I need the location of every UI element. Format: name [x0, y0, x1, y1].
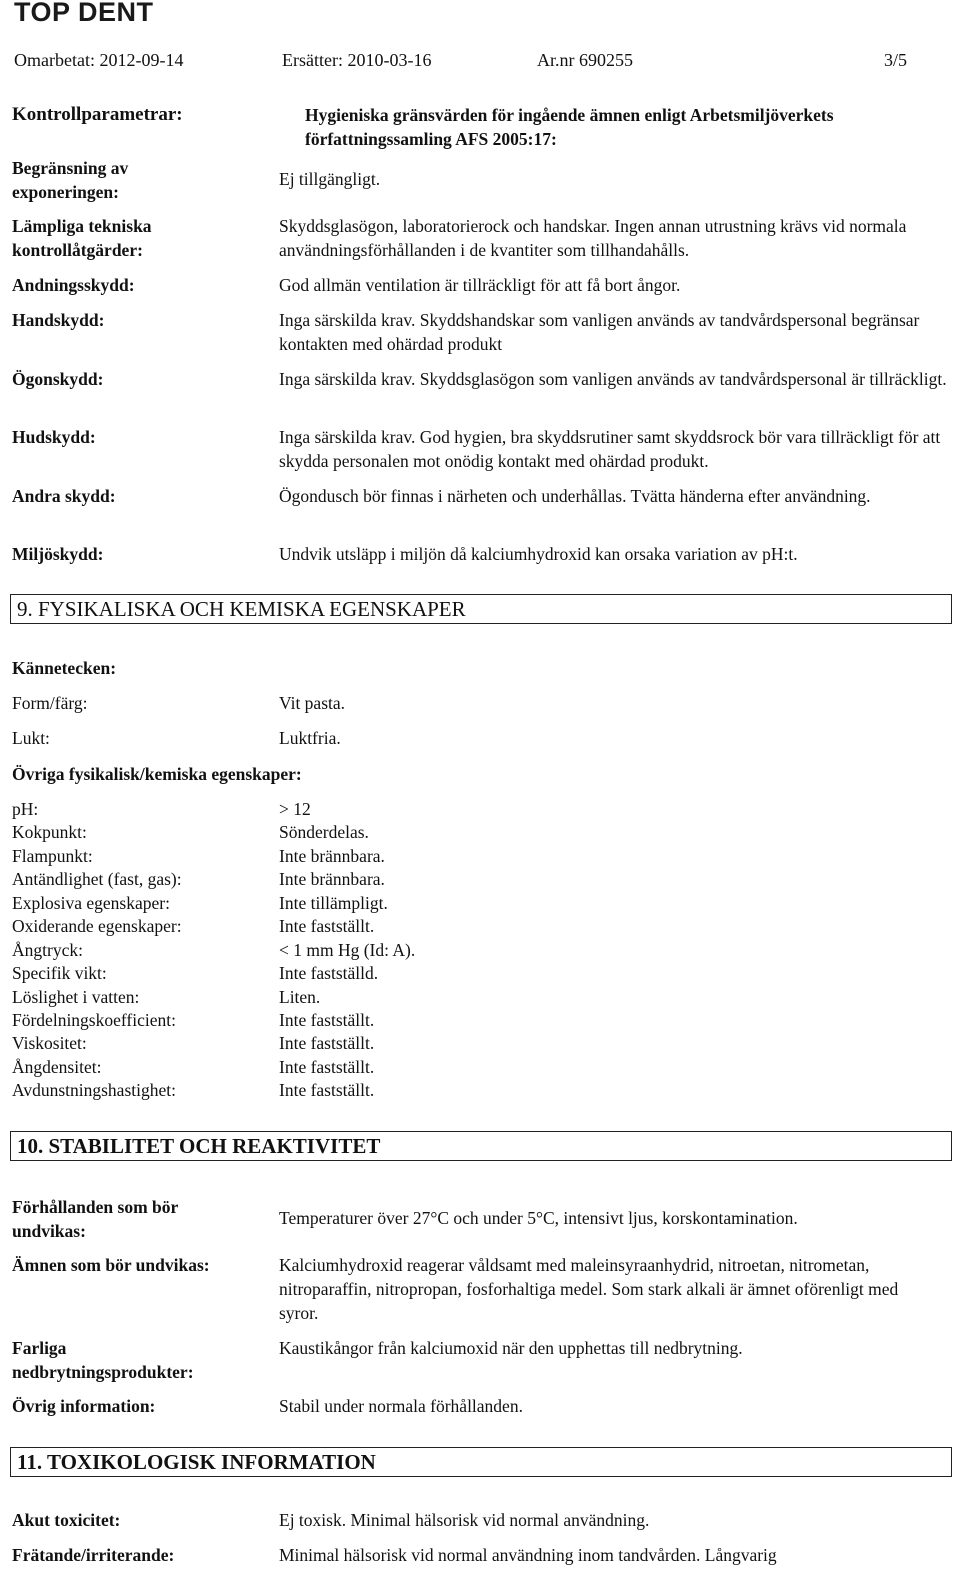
property-row: [12, 1078, 712, 1102]
respiratory-value: God allmän ventilation är tillräckligt för att få bort ångor.: [279, 275, 681, 295]
exposure-limit-value: Ej tillgängligt.: [279, 169, 381, 189]
section-11-header: [10, 1447, 952, 1477]
property-key: Specifik vikt:: [12, 963, 107, 983]
property-row: [12, 867, 712, 891]
property-value: Sönderdelas.: [279, 822, 369, 842]
odor-value: Luktfria.: [279, 728, 341, 748]
property-key: Oxiderande egenskaper:: [12, 916, 182, 936]
skin-protection-label: Hudskydd:: [12, 427, 96, 447]
odor-label: Lukt:: [12, 728, 50, 748]
other-info-label: Övrig information:: [12, 1396, 156, 1416]
property-value: < 1 mm Hg (Id: A).: [279, 940, 416, 960]
property-key: Viskositet:: [12, 1033, 87, 1053]
other-info-value: Stabil under normala förhållanden.: [279, 1396, 523, 1416]
environment-value: Undvik utsläpp i miljön då kalciumhydroxid kan orsaka variation av pH:t.: [279, 544, 798, 564]
property-value: Liten.: [279, 987, 321, 1007]
eye-protection-label: Ögonskydd:: [12, 369, 104, 389]
property-key: Kokpunkt:: [12, 822, 87, 842]
eye-protection-value: Inga särskilda krav. Skyddsglasögon som vanligen används av tandvårdspersonal är tillräckligt.: [279, 369, 947, 389]
property-key: Ångdensitet:: [12, 1057, 102, 1077]
property-value: Inte brännbara.: [279, 869, 385, 889]
environment-label: Miljöskydd:: [12, 544, 104, 564]
replaces-date: Ersätter: 2010-03-16: [282, 50, 432, 70]
property-row: [12, 938, 712, 962]
property-row: [12, 891, 712, 915]
form-value: Vit pasta.: [279, 693, 346, 713]
identification-label: Kännetecken:: [12, 658, 117, 678]
materials-avoid-label: Ämnen som bör undvikas:: [12, 1255, 210, 1275]
property-key: Löslighet i vatten:: [12, 987, 140, 1007]
conditions-avoid-value: Temperaturer över 27°C och under 5°C, intensivt ljus, korskontamination.: [279, 1208, 798, 1228]
corrosive-value: Minimal hälsorisk vid normal användning inom tandvården. Långvarig: [279, 1545, 777, 1565]
section-10-header: [10, 1131, 952, 1161]
decomposition-value: Kaustikångor från kalciumoxid när den upphettas till nedbrytning.: [279, 1338, 743, 1358]
decomposition-label: Farliga nedbrytningsprodukter:: [12, 1338, 194, 1382]
property-row: [12, 1031, 712, 1055]
form-label: Form/färg:: [12, 693, 88, 713]
property-key: Ångtryck:: [12, 940, 83, 960]
hand-protection-label: Handskydd:: [12, 310, 105, 330]
acute-toxicity-value: Ej toxisk. Minimal hälsorisk vid normal användning.: [279, 1510, 650, 1530]
revised-date: Omarbetat: 2012-09-14: [14, 50, 184, 70]
property-key: pH:: [12, 799, 39, 819]
article-number: Ar.nr 690255: [537, 50, 633, 70]
property-row: [12, 914, 712, 938]
property-key: Fördelningskoefficient:: [12, 1010, 176, 1030]
other-protection-value: Ögondusch bör finnas i närheten och underhållas. Tvätta händerna efter användning.: [279, 486, 871, 506]
property-row: [12, 844, 712, 868]
section-11-title: 11. TOXIKOLOGISK INFORMATION: [17, 1450, 376, 1474]
property-value: Inte fastställt.: [279, 1033, 375, 1053]
property-value: Inte brännbara.: [279, 846, 385, 866]
property-value: Inte fastställt.: [279, 1010, 375, 1030]
property-row: [12, 1055, 712, 1079]
acute-toxicity-label: Akut toxicitet:: [12, 1510, 121, 1530]
section-9-header: [10, 594, 952, 624]
exposure-limit-label: Begränsning av exponeringen:: [12, 158, 129, 202]
property-value: Inte fastställt.: [279, 916, 375, 936]
property-row: [12, 1008, 712, 1032]
property-row: [12, 985, 712, 1009]
skin-protection-value: Inga särskilda krav. God hygien, bra skyddsrutiner samt skyddsrock bör vara tillräckligt för att skydda personalen mot onödig kontakt med ohärdad produkt.: [279, 427, 941, 471]
property-value: Inte fastställd.: [279, 963, 379, 983]
company-logo: TOP DENT: [14, 0, 154, 27]
property-value: Inte tillämpligt.: [279, 893, 388, 913]
property-value: Inte fastställt.: [279, 1080, 375, 1100]
conditions-avoid-label: Förhållanden som bör undvikas:: [12, 1197, 178, 1241]
property-value: Inte fastställt.: [279, 1057, 375, 1077]
other-properties-label: Övriga fysikalisk/kemiska egenskaper:: [12, 764, 302, 784]
property-key: Avdunstningshastighet:: [12, 1080, 176, 1100]
property-row: [12, 820, 712, 844]
corrosive-label: Frätande/irriterande:: [12, 1545, 175, 1565]
materials-avoid-value: Kalciumhydroxid reagerar våldsamt med maleinsyraanhydrid, nitroetan, nitrometan, nitroparaffin, nitropropan, fosforhaltiga medel. Som stark alkali är ämnet oförenligt med syror.: [279, 1255, 899, 1323]
technical-controls-value: Skyddsglasögon, laboratorierock och handskar. Ingen annan utrustning krävs vid normala användningsförhållanden i de kvantiter som tillhandahålls.: [279, 216, 907, 260]
property-value: > 12: [279, 799, 311, 819]
property-key: Antändlighet (fast, gas):: [12, 869, 182, 889]
control-params-label: Kontrollparametrar:: [12, 104, 183, 125]
property-key: Explosiva egenskaper:: [12, 893, 170, 913]
property-row: [12, 961, 712, 985]
page-number: 3/5: [884, 50, 908, 70]
control-params-value: Hygieniska gränsvärden för ingående ämnen enligt Arbetsmiljöverkets författningssamling AFS 2005:17:: [305, 105, 834, 149]
section-9-title: 9. FYSIKALISKA OCH KEMISKA EGENSKAPER: [17, 597, 466, 621]
section-10-title: 10. STABILITET OCH REAKTIVITET: [17, 1134, 381, 1158]
hand-protection-value: Inga särskilda krav. Skyddshandskar som vanligen används av tandvårdspersonal begränsar kontakten med ohärdad produkt: [279, 310, 920, 354]
property-key: Flampunkt:: [12, 846, 93, 866]
technical-controls-label: Lämpliga tekniska kontrollåtgärder:: [12, 216, 152, 260]
respiratory-label: Andningsskydd:: [12, 275, 135, 295]
other-protection-label: Andra skydd:: [12, 486, 116, 506]
property-row: [12, 797, 712, 821]
